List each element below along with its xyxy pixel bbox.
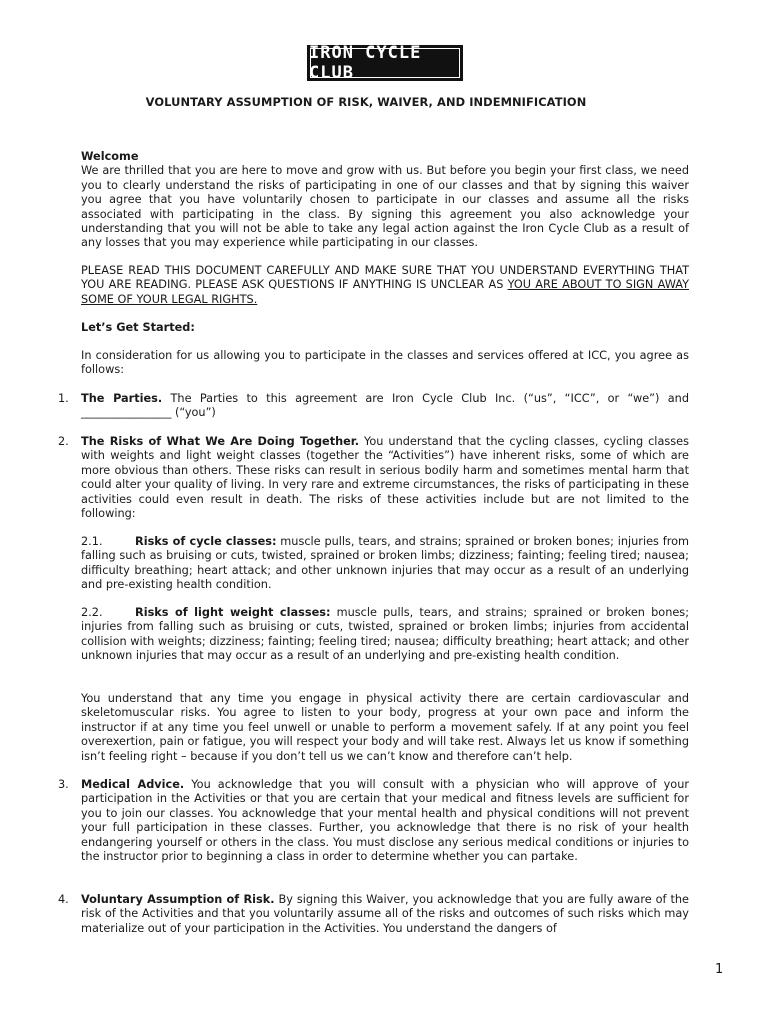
notice-paragraph	[81, 264, 689, 307]
risks-section	[81, 435, 689, 521]
understanding-paragraph: You understand that any time you engage in physical activity there are certain cardiovascular and skeletomuscular risks. You agree to listen to your body, progress at your own pace and inform the instructor if at any time you feel unwell or unable to perform a movement safely. If at any point you feel overexertion, pain or fatigue, you will respect your body and will take rest. Always let us know if something isn’t feeling right – because if you don’t tell us we can’t know and therefore can’t help.	[81, 692, 689, 763]
page-number: 1	[715, 962, 724, 977]
medical-advice-text: You acknowledge that you will consult with a physician who will approve of your participation in the Activities or that you are certain that your medical and fitness levels are sufficient for you to join our classes. You acknowledge that your mental health and physical conditions will not prevent your full participation in these classes. Further, you acknowledge that there is no risk of your health endangering yourself or others in the class. You must disclose any serious medical conditions or injuries to the instructor prior to beginning a class in order to determine whether you can partake.	[81, 778, 689, 864]
parties-heading: The Parties.	[81, 392, 163, 405]
cycle-risks-text: muscle pulls, tears, and strains; sprained or broken bones; injuries from falling such as bruising or cuts, twisted, sprained or broken limbs; dizziness; fainting; feeling tired; nausea; difficulty breathing; heart attack; and other unknown injuries that may occur as a result of an underlying and pre-existing health condition.	[81, 535, 690, 592]
section-number: 3.	[58, 778, 69, 791]
section-number: 1.	[58, 392, 69, 405]
iron-cycle-club-logo: IRON CYCLE CLUB	[307, 45, 463, 81]
weight-risks-heading: Risks of light weight classes:	[135, 606, 331, 619]
voluntary-assumption-heading: Voluntary Assumption of Risk.	[81, 893, 275, 906]
start-heading: Let’s Get Started:	[81, 321, 195, 334]
section-number: 4.	[58, 893, 69, 906]
medical-advice-heading: Medical Advice.	[81, 778, 185, 791]
medical-advice-section	[81, 778, 689, 864]
notice-underlined: YOU ARE ABOUT TO SIGN AWAY SOME OF YOUR LEGAL RIGHTS.	[81, 278, 689, 306]
notice-text: PLEASE READ THIS DOCUMENT CAREFULLY AND MAKE SURE THAT YOU UNDERSTAND EVERYTHING THAT YOU ARE READING. PLEASE ASK QUESTIONS IF ANYTHING IS UNCLEAR AS	[81, 264, 689, 292]
risks-text: You understand that the cycling classes, cycling classes with weights and light weight classes (together the “Activities”) have inherent risks, some of which are more obvious than others. These risks can result in serious bodily harm and sometimes mental harm that could alter your quality of living. In very rare and extreme circumstances, the risks of participating in these activities could even result in death. The risks of these activities include but are not limited to the following:	[81, 435, 689, 521]
start-intro: In consideration for us allowing you to participate in the classes and services offered at ICC, you agree as follows:	[81, 349, 689, 377]
weight-risks-subsection	[81, 606, 689, 664]
weight-risks-text: muscle pulls, tears, and strains; sprained or broken bones; injuries from falling such as bruising or cuts, twisted, sprained or broken limbs; injuries from accidental collision with weights; dizziness; fainting; feeling tired; nausea; difficulty breathing; heart attack; and other unknown injuries that may occur as a result of an underlying and pre-existing health condition.	[81, 606, 689, 663]
parties-text: The Parties to this agreement are Iron Cycle Club Inc. (“us”, “ICC”, or “we”) and ________________ (“you”)	[81, 392, 689, 420]
welcome-section	[81, 150, 689, 251]
subsection-number: 2.2.	[81, 606, 103, 619]
welcome-body: We are thrilled that you are here to move and grow with us. But before you begin your first class, we need you to clearly understand the risks of participating in one of our classes and that by signing this waiver you agree that you have voluntarily chosen to participate in our classes and assume all the risks associated with participating in the class. By signing this agreement you also acknowledge your understanding that you will not be able to take any legal action against the Iron Cycle Club as a result of any losses that you may experience while participating in our classes.	[81, 164, 689, 250]
voluntary-assumption-section	[81, 893, 689, 936]
voluntary-assumption-text: By signing this Waiver, you acknowledge that you are fully aware of the risk of the Activities and that you voluntarily assume all of the risks and outcomes of such risks which may materialize out of your participation in the Activities. You understand the dangers of	[81, 893, 689, 935]
cycle-risks-subsection	[81, 535, 689, 593]
document-title: VOLUNTARY ASSUMPTION OF RISK, WAIVER, AND INDEMNIFICATION	[145, 95, 587, 109]
cycle-risks-heading: Risks of cycle classes:	[135, 535, 277, 548]
welcome-heading: Welcome	[81, 150, 139, 163]
subsection-number: 2.1.	[81, 535, 103, 548]
section-number: 2.	[58, 435, 69, 448]
parties-section	[81, 392, 689, 421]
risks-heading: The Risks of What We Are Doing Together.	[81, 435, 360, 448]
